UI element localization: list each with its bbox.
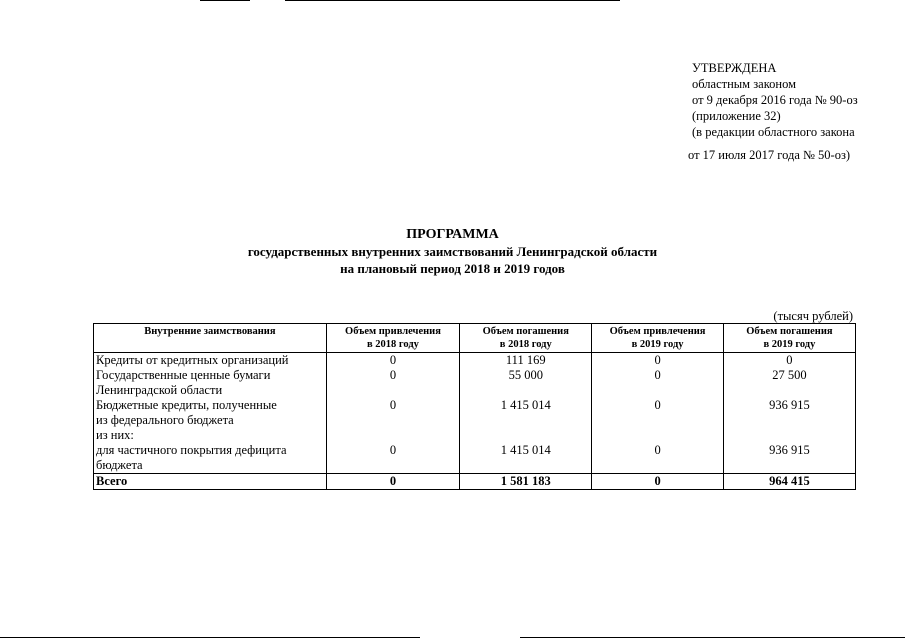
approval-line: от 9 декабря 2016 года № 90-оз (692, 93, 858, 107)
cell-value: 0 (326, 368, 459, 398)
scan-line-bottom-left (0, 637, 420, 638)
total-value: 1 581 183 (460, 474, 592, 490)
units-note: (тысяч рублей) (773, 309, 853, 323)
total-value: 964 415 (723, 474, 855, 490)
row-name: Кредиты от кредитных организаций (94, 353, 327, 369)
scan-line-bottom-right (520, 637, 905, 638)
title-period: на плановый период 2018 и 2019 годов (340, 261, 565, 276)
cell-value: 55 000 (460, 368, 592, 398)
approval-block (688, 60, 858, 163)
header-raise-2018: Объем привлечения в 2018 году (326, 324, 459, 353)
cell-value: 1 415 014 (460, 443, 592, 474)
scan-line-top-right (285, 0, 620, 1)
row-name: Государственные ценные бумаги Ленинградской области (94, 368, 327, 398)
approval-line: областным законом (692, 77, 797, 91)
header-raise-2019: Объем привлечения в 2019 году (592, 324, 724, 353)
approval-line: (приложение 32) (692, 109, 781, 123)
document-title (0, 226, 905, 277)
approval-line: от 17 июля 2017 года № 50-оз) (688, 148, 851, 162)
cell-value: 936 915 (723, 398, 855, 443)
total-value: 0 (326, 474, 459, 490)
table-row (94, 398, 856, 443)
title-program: ПРОГРАММА (406, 227, 499, 242)
title-subject: государственных внутренних заимствований Ленинградской области (247, 244, 658, 259)
cell-value: 0 (592, 368, 724, 398)
cell-value: 0 (592, 353, 724, 369)
cell-value: 0 (326, 443, 459, 474)
header-repay-2018: Объем погашения в 2018 году (460, 324, 592, 353)
row-name: Бюджетные кредиты, полученные из федерального бюджета из них: (94, 398, 327, 443)
cell-value: 111 169 (460, 353, 592, 369)
table-row (94, 353, 856, 369)
cell-value: 0 (723, 353, 855, 369)
cell-value: 27 500 (723, 368, 855, 398)
cell-value: 0 (592, 398, 724, 443)
cell-value: 936 915 (723, 443, 855, 474)
header-borrowings: Внутренние заимствования (94, 324, 327, 353)
table-row (94, 443, 856, 474)
total-value: 0 (592, 474, 724, 490)
table-total-row (94, 474, 856, 490)
cell-value: 0 (592, 443, 724, 474)
total-label: Всего (94, 474, 327, 490)
header-repay-2019: Объем погашения в 2019 году (723, 324, 855, 353)
scan-line-top-left (200, 0, 250, 1)
cell-value: 0 (326, 353, 459, 369)
table-header-row (94, 324, 856, 353)
cell-value: 0 (326, 398, 459, 443)
row-name: для частичного покрытия дефицита бюджета (94, 443, 327, 474)
cell-value: 1 415 014 (460, 398, 592, 443)
approval-heading: УТВЕРЖДЕНА (692, 61, 777, 75)
approval-line: (в редакции областного закона (692, 125, 855, 139)
table-row (94, 368, 856, 398)
borrowing-table (93, 323, 856, 490)
